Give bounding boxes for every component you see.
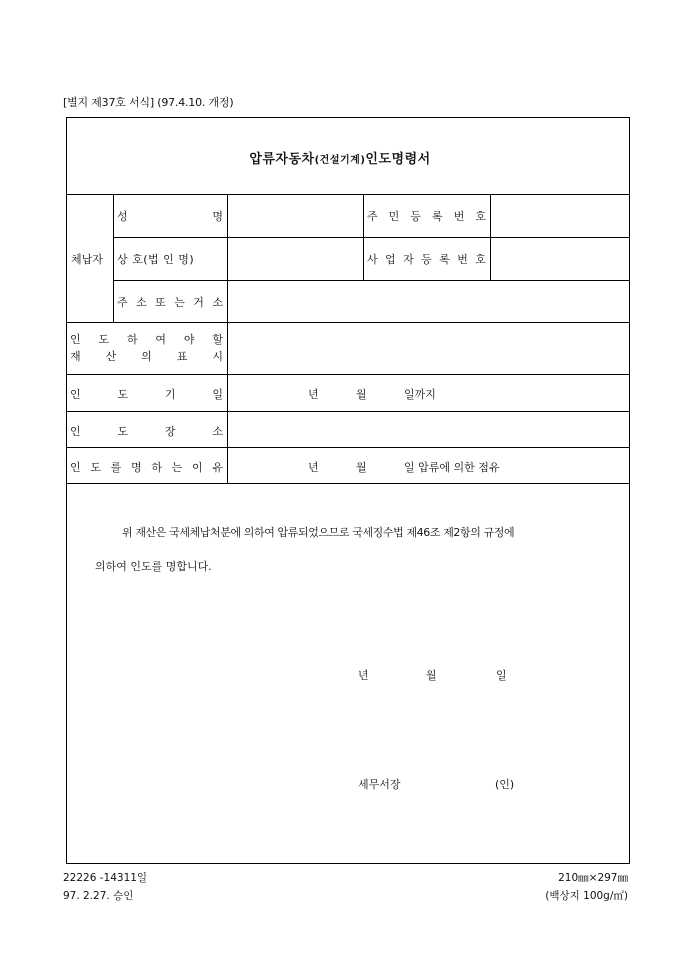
label-char: 명: [212, 210, 223, 223]
label-char: 산: [105, 350, 117, 363]
place-label: [70, 423, 223, 439]
label-char: 는: [171, 461, 183, 474]
date-year: 년: [358, 669, 369, 682]
statement-line2: 의하여 인도를 명합니다.: [95, 560, 212, 573]
approval-date: 97. 2.27. 승인: [63, 890, 134, 902]
resident-no-label: [367, 208, 486, 224]
label-char: 소: [212, 425, 223, 438]
label-char: 여: [155, 333, 167, 346]
date-day: 일: [496, 669, 507, 682]
title-main-after: 인도명령서: [365, 152, 431, 167]
label-char: 는: [174, 296, 185, 309]
rule: [113, 280, 630, 281]
label-char: 장: [164, 425, 176, 438]
date-month: 월: [426, 669, 437, 682]
title-paren: (건설기계): [314, 155, 366, 166]
form-frame: [66, 117, 630, 864]
label-char: 등: [410, 210, 421, 223]
label-char: 호: [475, 253, 486, 266]
label-char: 주: [117, 296, 128, 309]
signer-title: 세무서장: [358, 778, 401, 791]
taxpayer-group-label: 체납자: [71, 253, 103, 266]
paper-size: 210㎜×297㎜: [558, 872, 628, 884]
label-char: 의: [141, 350, 152, 363]
label-char: 록: [432, 210, 443, 223]
label-char: 호: [475, 210, 486, 223]
label-char: 시: [212, 350, 223, 363]
address-label: [117, 294, 223, 310]
label-char: 또: [155, 296, 166, 309]
label-char: 소: [136, 296, 147, 309]
property-label-line2: [70, 348, 223, 364]
label-char: 민: [388, 210, 400, 223]
label-char: 록: [439, 253, 450, 266]
deadline-label: [70, 386, 223, 402]
deadline-day: 일까지: [404, 388, 436, 401]
form-title: [0, 148, 680, 167]
label-char: 인: [70, 388, 81, 401]
label-char: 업: [385, 253, 396, 266]
label-char: 도: [117, 425, 129, 438]
property-label-line1: [70, 331, 223, 347]
label-char: 도: [90, 461, 101, 474]
rule: [66, 411, 630, 412]
label-char: 인: [70, 425, 81, 438]
label-char: 유: [212, 461, 223, 474]
label-char: 주: [367, 210, 378, 223]
label-char: 표: [176, 350, 188, 363]
label-char: 등: [421, 253, 432, 266]
label-char: 하: [151, 461, 162, 474]
label-char: 번: [457, 253, 468, 266]
label-char: 인: [70, 461, 81, 474]
form-code: 22226 -14311일: [63, 872, 148, 884]
reason-month: 월: [356, 461, 367, 474]
rule: [113, 237, 630, 238]
reason-year: 년: [308, 461, 319, 474]
label-char: 기: [164, 388, 176, 401]
label-char: 할: [212, 333, 223, 346]
reason-day: 일 압류에 의한 점유: [404, 461, 500, 474]
label-char: 사: [367, 253, 378, 266]
deadline-year: 년: [308, 388, 319, 401]
rule: [66, 374, 630, 375]
trade-name-label: 상 호(법 인 명): [117, 253, 195, 266]
label-char: 자: [403, 253, 414, 266]
rule: [227, 194, 228, 483]
rule: [66, 194, 630, 195]
label-char: 를: [110, 461, 122, 474]
rule: [66, 322, 630, 323]
label-char: 번: [453, 210, 465, 223]
rule: [363, 194, 364, 280]
label-char: 야: [183, 333, 195, 346]
footer-right: [545, 869, 628, 905]
label-char: 성: [117, 210, 128, 223]
label-char: 거: [193, 296, 204, 309]
paper-spec: (백상지 100g/㎡): [545, 890, 628, 902]
label-char: 명: [130, 461, 142, 474]
deadline-month: 월: [356, 388, 367, 401]
form-header-note: [별지 제37호 서식] (97.4.10. 개정): [63, 96, 234, 109]
title-main-before: 압류자동차: [249, 152, 315, 167]
label-char: 이: [191, 461, 203, 474]
rule: [490, 194, 491, 280]
label-char: 재: [70, 350, 81, 363]
business-no-label: [367, 251, 486, 267]
statement-line1: 위 재산은 국세체납처분에 의하여 압류되었으므로 국세징수법 제46조 제2항의 규정에: [122, 526, 515, 539]
rule: [66, 483, 630, 484]
rule: [113, 194, 114, 322]
label-char: 도: [117, 388, 129, 401]
reason-label: [70, 459, 223, 475]
label-char: 도: [98, 333, 110, 346]
rule: [66, 447, 630, 448]
footer-left: [63, 869, 147, 905]
seal-mark: (인): [495, 778, 515, 791]
name-label: [117, 208, 223, 224]
label-char: 일: [212, 388, 223, 401]
label-char: 인: [70, 333, 81, 346]
label-char: 소: [212, 296, 223, 309]
label-char: 하: [126, 333, 138, 346]
